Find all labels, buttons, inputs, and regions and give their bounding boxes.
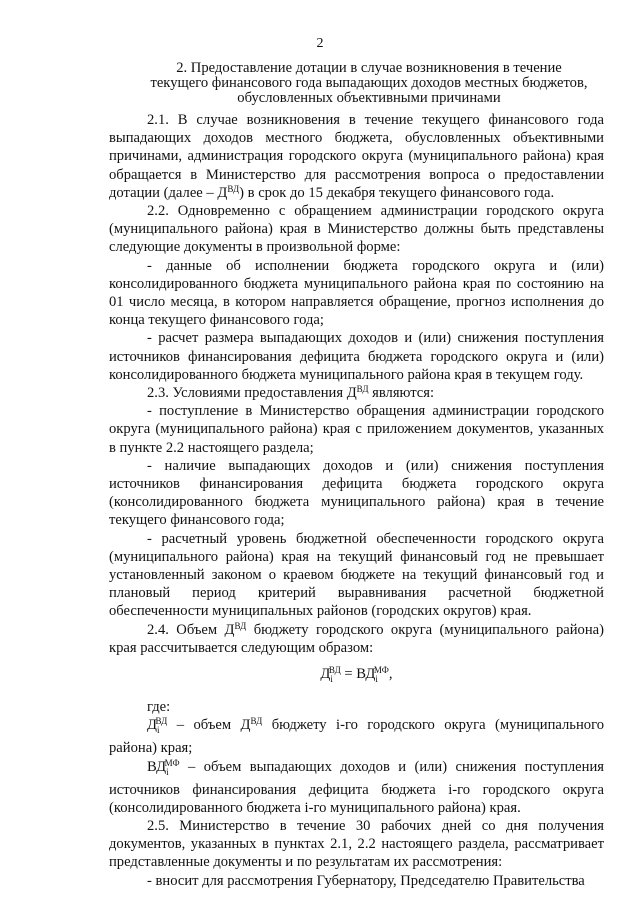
definition-d: $Д_i^{ВД}$ – объем $Д^{ВД}$ бюджету i-го городского округа (муниципального района) края; <box>109 716 604 757</box>
formula: $Д_i^{ВД} = ВД_i^{МФ}$, <box>320 665 393 684</box>
document-body <box>109 111 604 890</box>
paragraph-2-1: 2.1. В случае возникновения в течение текущего финансового года выпадающих доходов местного бюджета, обусловленных объективными причинами, администрация городского округа (муниципального района) края обращается в Министерство для рассмотрения вопроса о предоставлении дотации (далее – $Д^{ВД}$) в срок до 15 декабря текущего финансового года. <box>109 112 604 201</box>
list-item-report-data: - данные об исполнении бюджета городского округа и (или) консолидированного бюджета муниципального района края по состоянию на 01 число месяца, в котором направляется обращение, прогноз исполнения до конца текущего финансового года; <box>109 257 604 329</box>
section-heading: 2. Предоставление дотации в случае возникновения в течение текущего финансового года выпадающих доходов местных бюджетов, обусловленных объективными причинами <box>150 60 588 106</box>
definition-vd: $ВД_i^{МФ}$ – объем выпадающих доходов и (или) снижения поступления источников финансирования дефицита бюджета i-го городского округа (консолидированного бюджета i-го муниципального района) края. <box>109 757 604 816</box>
list-item-lost-revenue: - наличие выпадающих доходов и (или) снижения поступления источников финансирования дефицита бюджета городского округа (консолидированного бюджета муниципального района) края в течение текущего финансового года; <box>109 457 604 529</box>
list-item-application: - поступление в Министерство обращения администрации городского округа (муниципального района) края с приложением документов, указанных в пункте 2.2 настоящего раздела; <box>109 403 604 456</box>
where-label: где: <box>147 699 171 715</box>
paragraph-2-3: 2.3. Условиями предоставления $Д^{ВД}$ являются: <box>147 384 435 402</box>
paragraph-2-2: 2.2. Одновременно с обращением администрации городского округа (муниципального района) края в Министерство должны быть представлены следующие документы в произвольной форме: <box>109 203 604 256</box>
list-item-submit: - вносит для рассмотрения Губернатору, Председателю Правительства <box>147 872 585 889</box>
page-number: 2 <box>316 36 324 51</box>
list-item-calculation: - расчет размера выпадающих доходов и (или) снижения поступления источников финансирования дефицита бюджета городского округа и (или) консолидированного бюджета муниципального района края в текущем году. <box>109 330 604 383</box>
list-item-budget-level: - расчетный уровень бюджетной обеспеченности городского округа (муниципального района) края на текущий финансовый год не превышает установленный законом о краевом бюджете на текущий финансовый год и плановый период критерий выравнивания расчетной бюджетной обеспеченности муниципальных районов (городских округов) края. <box>109 530 604 620</box>
paragraph-2-5: 2.5. Министерство в течение 30 рабочих дней со дня получения документов, указанных в пунктах 2.1, 2.2 настоящего раздела, рассматривает представленные документы и по результатам их рассмотрения: <box>109 818 604 871</box>
paragraph-2-4: 2.4. Объем $Д^{ВД}$ бюджету городского округа (муниципального района) края рассчитывается следующим образом: <box>109 620 604 656</box>
